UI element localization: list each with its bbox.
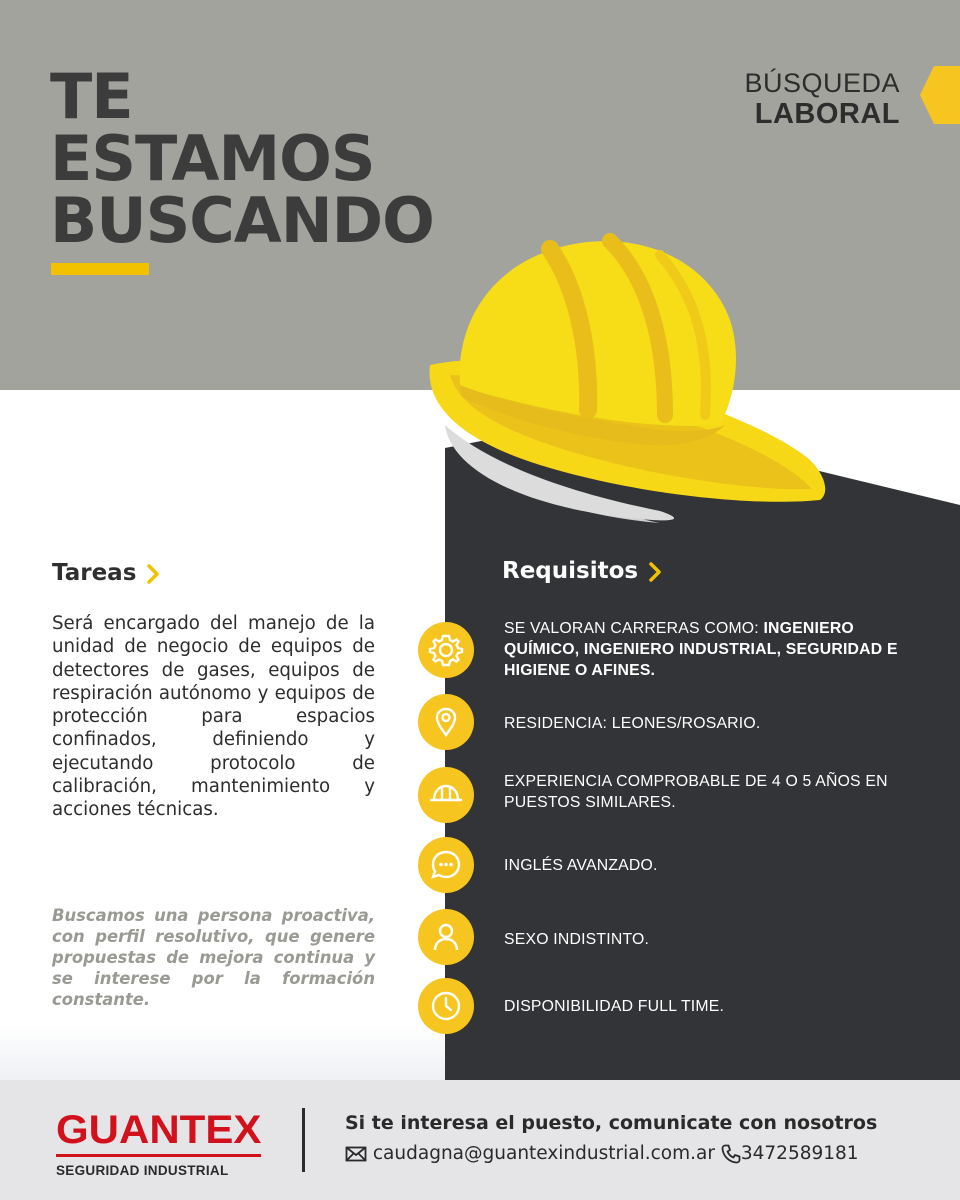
clock-icon: [418, 978, 474, 1034]
tareas-description: Será encargado del manejo de la unidad de negocio de equipos de detectores de gases, equipos de respiración autónomo y equipos de protección para espacios confinados, definiendo y ejecutando protocolo de calibración, mantenimiento y acciones técnicas.: [52, 613, 375, 821]
phone-icon: [721, 1144, 741, 1164]
profile-highlight: Buscamos una persona proactiva, con perfil resolutivo, que genere propuestas de mejora continua y se interese por la formación constante.: [52, 906, 375, 1009]
brand-underline: [56, 1154, 261, 1157]
requirement-text: [504, 713, 904, 734]
location-pin-icon: [418, 694, 474, 750]
requirement-text: [504, 855, 904, 876]
headline-underline: [51, 263, 149, 275]
footer: [0, 1080, 960, 1200]
chat-bubble-icon: [418, 837, 474, 893]
requirement-item: [418, 978, 938, 1034]
requirement-text-plain: SEXO INDISTINTO.: [504, 931, 650, 948]
contact-line: [345, 1143, 859, 1164]
requirement-text-plain: RESIDENCIA: LEONES/ROSARIO.: [504, 715, 761, 732]
headline-line: TE: [50, 60, 133, 133]
requirement-text-plain: EXPERIENCIA COMPROBABLE DE 4 O 5 AÑOS EN PUESTOS SIMILARES.: [504, 773, 888, 811]
email-icon: [345, 1146, 367, 1162]
requirement-text-plain: DISPONIBILIDAD FULL TIME.: [504, 998, 725, 1015]
tag-line-2: LABORAL: [754, 98, 900, 130]
requirement-item: [418, 909, 938, 965]
brand-logo: [56, 1110, 261, 1178]
requirement-text-bold: INGENIERO QUÍMICO, INGENIERO INDUSTRIAL, SEGURIDAD E HIGIENE O AFINES.: [504, 620, 898, 679]
headline-line: BUSCANDO: [50, 184, 434, 257]
requirement-item: [418, 837, 938, 893]
requirement-item: [418, 694, 938, 750]
chevron-right-icon: [146, 563, 160, 585]
requirement-item: [418, 767, 938, 823]
brand-name: GUANTEX: [56, 1108, 262, 1152]
headline: [50, 60, 470, 257]
requirement-text-plain: INGLÉS AVANZADO.: [504, 857, 658, 874]
contact-email[interactable]: caudagna@guantexindustrial.com.ar: [372, 1143, 715, 1164]
requisitos-title: [502, 558, 662, 584]
requirement-text: [504, 618, 904, 681]
chevron-right-icon: [648, 561, 662, 583]
person-icon: [418, 909, 474, 965]
requirement-text-plain: SE VALORAN CARRERAS COMO:: [504, 620, 764, 637]
tareas-title-text: Tareas: [52, 560, 137, 586]
contact-phone[interactable]: 3472589181: [740, 1143, 859, 1164]
requirement-text: [504, 929, 904, 950]
requirement-text: [504, 996, 904, 1017]
contact-title: Si te interesa el puesto, comunicate con nosotros: [345, 1112, 878, 1134]
footer-divider: [302, 1108, 305, 1172]
requirement-text: [504, 771, 904, 813]
tareas-title: [52, 560, 160, 586]
requirement-item: [418, 622, 938, 678]
headline-line: ESTAMOS: [50, 122, 375, 195]
job-search-tag: [744, 68, 900, 130]
requisitos-title-text: Requisitos: [502, 558, 639, 584]
hard-hat-illustration: [420, 225, 840, 535]
tag-line-1: BÚSQUEDA: [744, 68, 900, 98]
gear-icon: [418, 622, 474, 678]
brand-subtitle: SEGURIDAD INDUSTRIAL: [56, 1163, 229, 1178]
hexagon-icon: [920, 66, 960, 124]
hard-hat-icon: [418, 767, 474, 823]
